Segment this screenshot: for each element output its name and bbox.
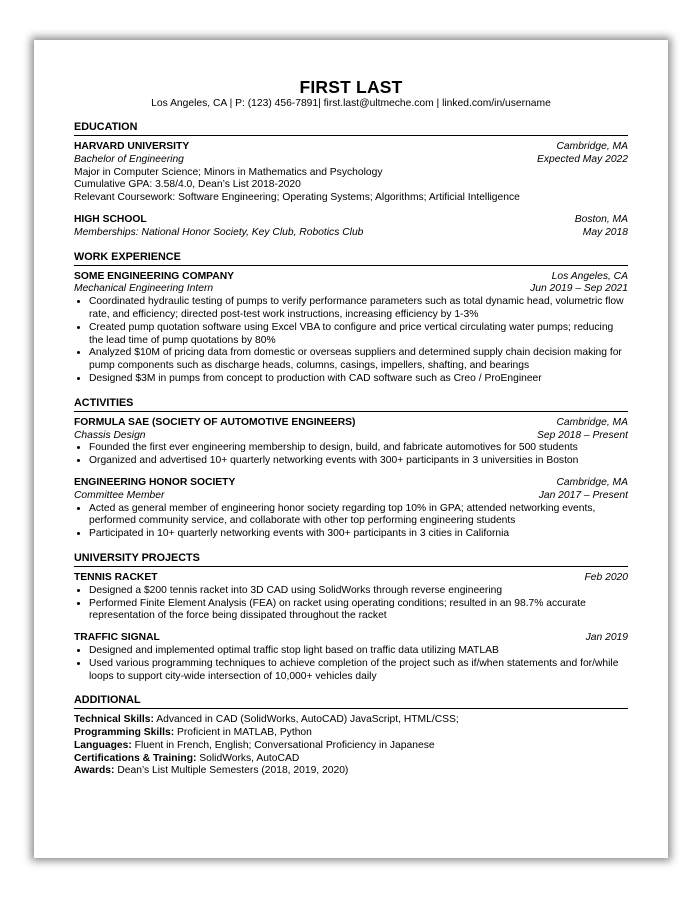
entry-location: Cambridge, MA [556, 416, 628, 428]
entry-line: Cumulative GPA: 3.58/4.0, Dean’s List 2018-2020 [74, 179, 301, 191]
work-entry-engineering-company [74, 271, 628, 386]
section-title-additional: ADDITIONAL [74, 694, 628, 709]
entry-role: Chassis Design [74, 429, 146, 441]
bullet-list [74, 442, 628, 468]
bullet-item: • Designed and implemented optimal traffic stop light based on traffic data utilizing MATLAB [89, 645, 628, 658]
entry-org: HIGH SCHOOL [74, 213, 147, 225]
bullet-item: • Participated in 10+ quarterly networking events with 300+ participants in 3 cities in California [89, 528, 628, 541]
entry-line: Relevant Coursework: Software Engineering; Operating Systems; Algorithms; Artificial Intelligence [74, 192, 520, 204]
bullet-item: • Performed Finite Element Analysis (FEA) on racket using operating conditions; resulted in an 98.7% accurate representation of the force being dissipated throughout the racket [89, 598, 628, 624]
section-title-projects: UNIVERSITY PROJECTS [74, 552, 628, 567]
additional-item-technical-skills [74, 714, 628, 727]
bullet-item: • Used various programming techniques to achieve completion of the project such as if/when statements and for/while loops to support city-wide intersection of 10,000+ vehicles daily [89, 658, 628, 684]
bullet-item: • Designed a $200 tennis racket into 3D CAD using SolidWorks through reverse engineering [89, 585, 628, 598]
additional-item-programming-skills [74, 727, 628, 740]
item-label: Technical Skills: [74, 714, 154, 726]
entry-date: Jan 2019 [585, 632, 628, 644]
section-title-education: EDUCATION [74, 121, 628, 136]
contact-line: Los Angeles, CA | P: (123) 456-7891| first.last@ultmeche.com | linked.com/in/username [151, 98, 551, 109]
entry-date: Expected May 2022 [536, 153, 628, 165]
projects-section [74, 552, 628, 683]
additional-item-languages [74, 740, 628, 753]
activity-entry-formula-sae [74, 417, 628, 468]
bullet-item: • Organized and advertised 10+ quarterly networking events with 300+ participants in 3 universities in Boston [89, 455, 628, 468]
activities-section [74, 397, 628, 541]
section-title-activities: ACTIVITIES [74, 397, 628, 412]
additional-item-certifications [74, 753, 628, 766]
bullet-list [74, 503, 628, 541]
bullet-item: • Founded the first ever engineering membership to design, build, and fabricate automotives for 500 students [89, 442, 628, 455]
bullet-list [74, 296, 628, 386]
item-label: Languages: [74, 739, 132, 751]
entry-org: HARVARD UNIVERSITY [74, 141, 190, 152]
item-label: Certifications & Training: [74, 752, 197, 764]
entry-role: Bachelor of Engineering [74, 153, 184, 165]
entry-org: FORMULA SAE (SOCIETY OF AUTOMOTIVE ENGINEERS) [74, 416, 356, 428]
entry-org: ENGINEERING HONOR SOCIETY [74, 476, 236, 488]
entry-date: Jun 2019 – Sep 2021 [530, 283, 628, 295]
item-label: Programming Skills: [74, 727, 175, 739]
section-title-work-experience: WORK EXPERIENCE [74, 251, 628, 266]
education-section [74, 121, 628, 240]
entry-org: TENNIS RACKET [74, 571, 158, 583]
project-entry-tennis-racket [74, 572, 628, 623]
entry-location: Cambridge, MA [556, 476, 628, 488]
bullet-item: • Coordinated hydraulic testing of pumps to verify performance parameters such as total dynamic head, volumetric flow rate, and efficiency; directed post-test work instructions, increasing efficiency by 1-3% [89, 296, 628, 322]
bullet-item: • Acted as general member of engineering honor society regarding top 10% in GPA; attended networking events, performed community service, and collaborate with other top performing engineering students [89, 503, 628, 529]
bullet-item: • Designed $3M in pumps from concept to production with CAD software such as Creo / ProEngineer [89, 373, 628, 386]
work-experience-section [74, 251, 628, 386]
project-entry-traffic-signal [74, 632, 628, 683]
activity-entry-honor-society [74, 477, 628, 541]
entry-role: Memberships: National Honor Society, Key Club, Robotics Club [74, 226, 364, 238]
entry-date: Jan 2017 – Present [538, 489, 628, 501]
additional-item-awards [74, 765, 628, 778]
candidate-name: FIRST LAST [299, 77, 403, 97]
entry-date: Sep 2018 – Present [536, 429, 628, 441]
bullet-list [74, 645, 628, 683]
entry-location: Los Angeles, CA [551, 270, 628, 282]
education-entry-harvard [74, 141, 628, 205]
bullet-item: • Created pump quotation software using Excel VBA to configure and price vertical circulating water pumps; reducing the lead time of pump quotations by 80% [89, 322, 628, 348]
item-value: Fluent in French, English; Conversational Proficiency in Japanese [131, 739, 435, 751]
item-value: Proficient in MATLAB, Python [174, 727, 312, 739]
entry-role: Committee Member [74, 489, 165, 501]
additional-section [74, 694, 628, 778]
item-value: SolidWorks, AutoCAD [196, 752, 300, 764]
item-value: Dean’s List Multiple Semesters (2018, 2019, 2020) [114, 765, 349, 777]
entry-location: Boston, MA [574, 213, 628, 225]
entry-role: Mechanical Engineering Intern [74, 283, 214, 295]
entry-date: Feb 2020 [584, 571, 628, 583]
education-entry-high-school [74, 214, 628, 240]
item-label: Awards: [74, 765, 115, 777]
resume-page [34, 40, 668, 858]
entry-date: May 2018 [582, 226, 628, 238]
bullet-list [74, 585, 628, 623]
entry-line: Major in Computer Science; Minors in Mathematics and Psychology [74, 166, 383, 178]
entry-org: SOME ENGINEERING COMPANY [74, 270, 234, 282]
entry-location: Cambridge, MA [556, 141, 628, 152]
item-value: Advanced in CAD (SolidWorks, AutoCAD) JavaScript, HTML/CSS; [153, 714, 459, 726]
entry-org: TRAFFIC SIGNAL [74, 632, 160, 644]
bullet-item: • Analyzed $10M of pricing data from domestic or overseas suppliers and determined supply chain decision making for pump components such as discharge heads, columns, casings, impellers, shafting, and bearings [89, 347, 628, 373]
